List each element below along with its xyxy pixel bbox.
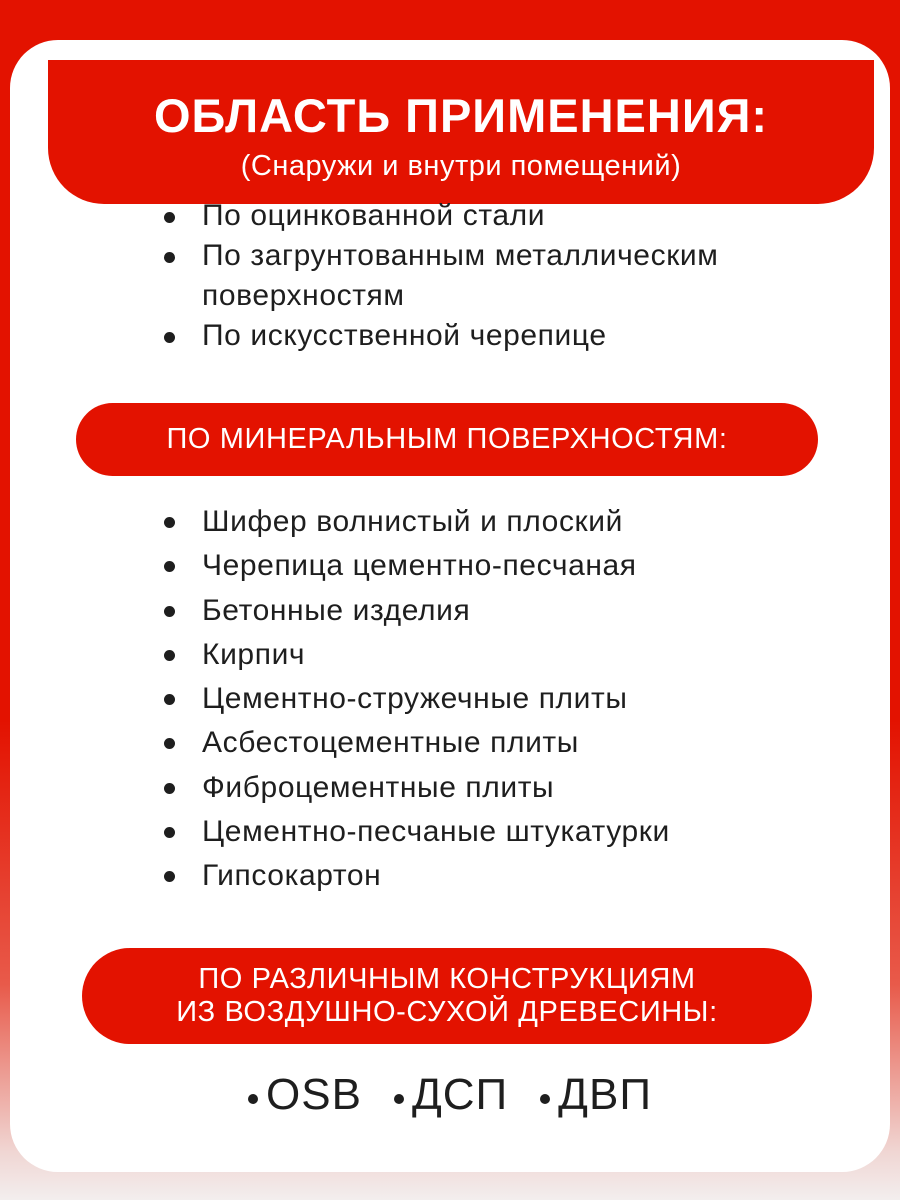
page-subtitle: (Снаружи и внутри помещений) — [240, 150, 682, 182]
wood-constructions-title-line2: ИЗ ВОЗДУШНО-СУХОЙ ДРЕВЕСИНЫ: — [176, 996, 718, 1028]
wood-constructions-heading — [82, 948, 812, 1044]
list-item: Черепица цементно-песчаная — [158, 544, 670, 588]
bullet-icon — [394, 1094, 404, 1104]
material-label: ДСП — [411, 1070, 509, 1119]
list-item: Фиброцементные плиты — [158, 766, 670, 810]
wood-materials-row — [0, 1070, 900, 1120]
list-item: Бетонные изделия — [158, 589, 670, 633]
list-item: Гипсокартон — [158, 854, 670, 898]
material-label: OSB — [266, 1070, 362, 1119]
list-item: Цементно-песчаные штукатурки — [158, 810, 670, 854]
list-item: Кирпич — [158, 633, 670, 677]
list-item: Шифер волнистый и плоский — [158, 500, 670, 544]
mineral-surfaces-heading — [76, 403, 818, 476]
list-item: По оцинкованной стали — [158, 196, 822, 236]
page-title: ОБЛАСТЬ ПРИМЕНЕНИЯ: — [153, 89, 769, 142]
list-item: Асбестоцементные плиты — [158, 721, 670, 765]
wood-constructions-title-line1: ПО РАЗЛИЧНЫМ КОНСТРУКЦИЯМ — [198, 963, 696, 995]
list-item: По загрунтованным металлическим поверхностям — [158, 236, 822, 316]
bullet-icon — [540, 1094, 550, 1104]
list-item: Цементно-стружечные плиты — [158, 677, 670, 721]
material-item — [394, 1070, 508, 1120]
mineral-surfaces-title: ПО МИНЕРАЛЬНЫМ ПОВЕРХНОСТЯМ: — [166, 423, 728, 455]
bullet-icon — [248, 1094, 258, 1104]
header-banner — [48, 60, 874, 204]
metal-surfaces-list — [158, 196, 822, 356]
material-item — [248, 1070, 362, 1120]
list-item: По искусственной черепице — [158, 316, 822, 356]
material-label: ДВП — [558, 1070, 652, 1119]
mineral-surfaces-list — [158, 500, 670, 899]
material-item — [540, 1070, 652, 1120]
